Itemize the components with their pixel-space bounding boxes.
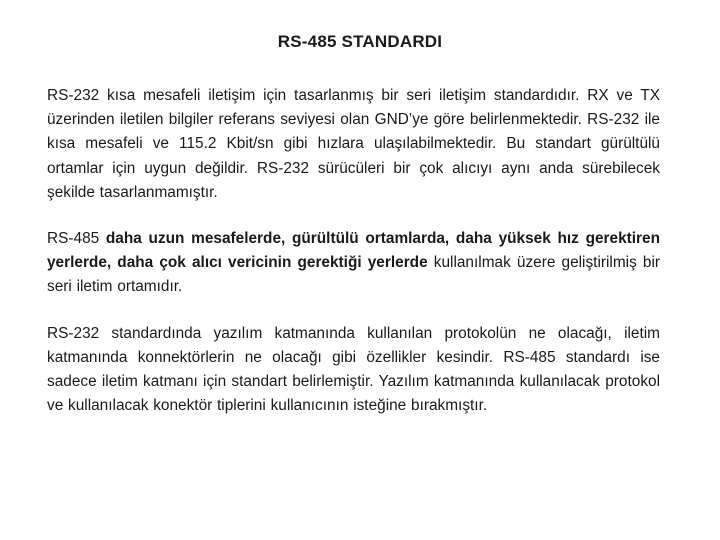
paragraph-protocol-comparison: RS-232 standardında yazılım katmanında kullanılan protokolün ne olacağı, iletim katmanında konnektörlerin ne olacağı gibi özellikler kesindir. RS-485 standardı ise sadece iletim katmanı için standart belirlemiştir. Yazılım katmanında kullanılacak protokol ve kullanılacak konektör tiplerini kullanıcının isteğine bırakmıştır. (47, 324, 660, 415)
paragraph-rs485-emphasis: daha uzun mesafelerde, gürültülü ortamlarda, daha yüksek hız gerektiren yerlerde, daha çok alıcı vericinin gerektiği yerlerde (47, 230, 660, 272)
slide-title: RS-485 STANDARDI (277, 32, 443, 51)
paragraph-rs485-lead: RS-485 (47, 230, 106, 248)
slide-body (47, 84, 660, 440)
paragraph-rs485-purpose (47, 227, 660, 300)
paragraph-rs485-tail: kullanılmak üzere geliştirilmiş bir seri iletim ortamıdır. (47, 254, 660, 296)
paragraph-rs232-intro: RS-232 kısa mesafeli iletişim için tasarlanmış bir seri iletişim standardıdır. RX ve TX üzerinden iletilen bilgiler referans seviyesi olan GND’ye göre belirlenmektedir. RS-232 ile kısa mesafeli ve 115.2 Kbit/sn gibi hızlara ulaşılabilmektedir. Bu standart gürültülü ortamlar için uygun değildir. RS-232 sürücüleri bir çok alıcıyı aynı anda sürebilecek şekilde tasarlanmamıştır. (47, 87, 660, 201)
